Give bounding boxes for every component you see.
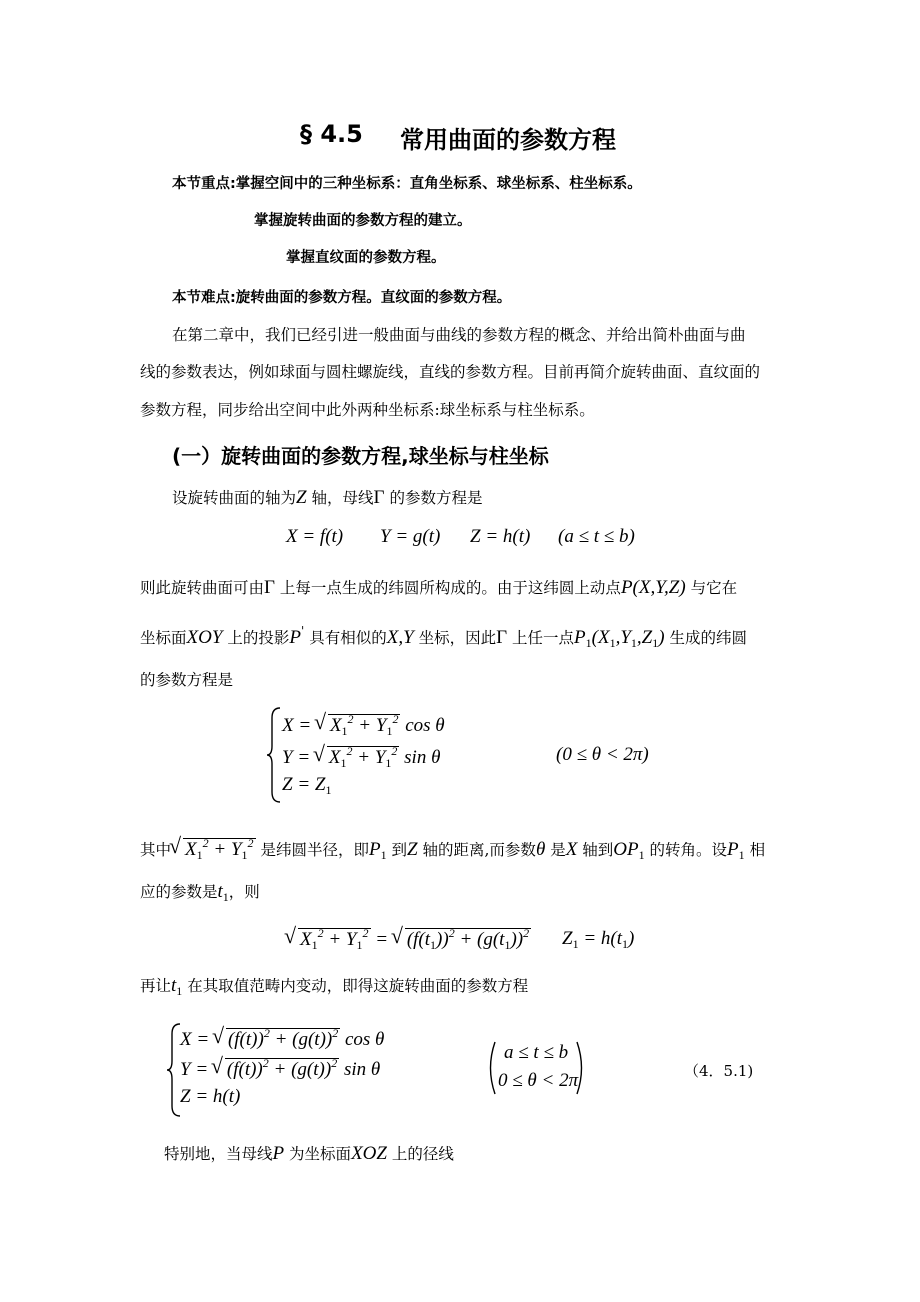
surface-eq-z: Z = h(t) — [180, 1086, 241, 1107]
section-title: 常用曲面的参数方程 — [400, 126, 616, 154]
math-symbol: X,Y — [386, 627, 414, 648]
math-symbol: P — [289, 627, 301, 648]
right-paren-icon — [574, 1040, 588, 1096]
text-run: 相 — [744, 841, 766, 859]
left-paren-icon — [484, 1040, 498, 1096]
math-symbol: P(X,Y,Z) — [620, 577, 686, 598]
text-run: 上任一点 — [507, 629, 575, 647]
text-run: 为坐标面 — [284, 1145, 352, 1163]
text-run: 轴到 — [577, 841, 614, 859]
math-symbol: XOZ — [351, 1143, 387, 1164]
math-symbol: Z — [407, 839, 418, 860]
equation-range: (a ≤ t ≤ b) — [558, 526, 635, 547]
math-symbol: Γ — [264, 577, 275, 598]
math-symbol: $P_1$ — [727, 839, 745, 862]
equation-radius: √ $X_1^2 + Y_1^2$ = √ $(f(t_1))^2 + (g(t_1))^2$ — [286, 926, 531, 953]
text-run: 特别地，当母线 — [164, 1145, 273, 1163]
text-run: 坐标面 — [140, 629, 187, 647]
system-eq-z: $Z = Z_1$ — [282, 774, 332, 797]
math-symbol: $OP_1$ — [613, 839, 645, 862]
left-brace-icon — [266, 706, 282, 804]
math-symbol: $t_1$ — [217, 881, 229, 904]
keypoint-line-1: 本节重点:掌握空间中的三种坐标系：直角坐标系、球坐标系、柱坐标系。 — [172, 176, 642, 192]
surface-eq-x: X = √ $(f(t))^2 + (g(t))^2$ cos θ — [180, 1026, 384, 1051]
text-run: 生成的纬圆 — [664, 629, 747, 647]
text-run: ，则 — [228, 883, 260, 901]
paragraph-special — [164, 1142, 454, 1165]
section-number: § 4.5 — [300, 120, 363, 148]
text-run: 到 — [386, 841, 407, 859]
equation-z: Z = h(t) — [470, 526, 531, 547]
equation-z1: $Z_1 = h(t_1)$ — [562, 928, 635, 951]
intro-line-2: 线的参数表达，例如球面与圆柱螺旋线，直线的参数方程。目前再简介旋转曲面、直纹面的 — [140, 363, 761, 381]
surface-range-t: a ≤ t ≤ b — [504, 1042, 569, 1063]
math-symbol: $P_1$ — [368, 839, 387, 862]
paragraph-vary — [140, 974, 528, 999]
paragraph-axis — [172, 486, 482, 509]
text-run: 上的径线 — [386, 1145, 454, 1163]
math-symbol: √ $X_1^2 + Y_1^2$ — [171, 836, 256, 863]
math-symbol: Z — [296, 487, 307, 508]
keypoint-line-2: 掌握旋转曲面的参数方程的建立。 — [254, 213, 472, 229]
surface-range-theta: 0 ≤ θ < 2π — [498, 1070, 579, 1091]
text-run: 在其取值范畴内变动，即得这旋转曲面的参数方程 — [182, 977, 529, 995]
math-symbol: $t_1$ — [171, 975, 183, 998]
system-eq-y: Y = √ $X_1^2 + Y_1^2$ sin θ — [282, 744, 440, 771]
text-run: 上的投影 — [222, 629, 290, 647]
text-run: 具有相似的 — [304, 629, 387, 647]
text-run: 上每一点生成的纬圆所构成的。由于这纬圆上动点 — [275, 579, 621, 597]
text-run: 轴，母线 — [306, 489, 374, 507]
system-eq-x: X = √ $X_1^2 + Y_1^2$ cos θ — [282, 712, 445, 739]
math-symbol: XOY — [186, 627, 223, 648]
text-run: 其中 — [140, 841, 172, 859]
math-symbol: P — [272, 1143, 285, 1164]
text-run: 与它在 — [685, 579, 738, 597]
text-run: 设旋转曲面的轴为 — [172, 489, 297, 507]
text-run: 轴的距离,而参数 — [417, 841, 536, 859]
text-run: 坐标，因此 — [413, 629, 497, 647]
paragraph-line-2 — [140, 576, 737, 599]
paragraph-radius — [140, 836, 765, 863]
equation-x: X = f(t) — [286, 526, 344, 547]
paragraph-line-4: 的参数方程是 — [140, 671, 234, 689]
text-run: 则此旋转曲面可由 — [140, 579, 265, 597]
math-symbol: θ — [535, 839, 546, 860]
equation-y: Y = g(t) — [380, 526, 441, 547]
paragraph-line-3 — [140, 624, 747, 651]
text-run: 是纬圆半径，即 — [255, 841, 369, 859]
math-symbol: Γ — [373, 487, 385, 508]
math-symbol: $P_1(X_1,Y_1,Z_1)$ — [574, 627, 665, 650]
math-symbol: X — [565, 839, 578, 860]
text-run: 的转角。设 — [644, 841, 728, 859]
text-run: 的参数方程是 — [384, 489, 483, 507]
system-range: (0 ≤ θ < 2π) — [556, 744, 649, 765]
text-run: 应的参数是 — [140, 883, 218, 901]
intro-line-3: 参数方程，同步给出空间中此外两种坐标系:球坐标系与柱坐标系。 — [140, 401, 595, 419]
keypoint-line-3: 掌握直纹面的参数方程。 — [286, 250, 446, 266]
math-symbol: Γ — [496, 627, 508, 648]
subsection-heading: (一）旋转曲面的参数方程,球坐标与柱坐标 — [172, 444, 549, 468]
text-run: 再让 — [140, 977, 172, 995]
math-symbol: ' — [300, 624, 305, 638]
equation-number: （4．5.1) — [684, 1062, 754, 1080]
text-run: 是 — [545, 841, 566, 859]
intro-line-1: 在第二章中，我们已经引进一般曲面与曲线的参数方程的概念、并给出简朴曲面与曲 — [172, 326, 746, 344]
difficulty-line: 本节难点:旋转曲面的参数方程。直纹面的参数方程。 — [172, 290, 512, 306]
paragraph-param — [140, 880, 260, 905]
surface-eq-y: Y = √ $(f(t))^2 + (g(t))^2$ sin θ — [180, 1056, 380, 1081]
